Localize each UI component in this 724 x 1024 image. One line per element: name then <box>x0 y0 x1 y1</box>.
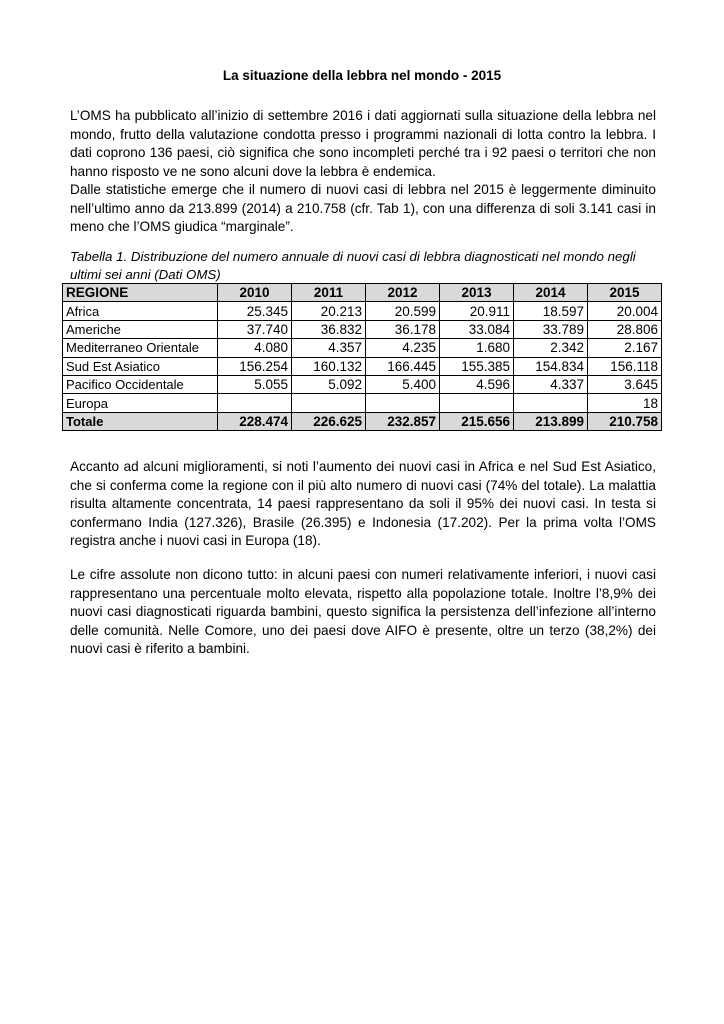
region-cell: Pacifico Occidentale <box>63 375 218 393</box>
value-cell: 3.645 <box>588 375 662 393</box>
value-cell: 2.167 <box>588 339 662 357</box>
value-cell <box>218 394 292 412</box>
table-row <box>63 394 662 412</box>
value-cell <box>514 394 588 412</box>
value-cell: 20.004 <box>588 302 662 320</box>
value-cell: 2.342 <box>514 339 588 357</box>
value-cell: 156.254 <box>218 357 292 375</box>
value-cell <box>292 394 366 412</box>
value-cell: 228.474 <box>218 412 292 430</box>
table-row <box>63 320 662 338</box>
region-cell: Totale <box>63 412 218 430</box>
table-row <box>63 339 662 357</box>
value-cell: 4.080 <box>218 339 292 357</box>
value-cell: 4.337 <box>514 375 588 393</box>
value-cell: 20.911 <box>440 302 514 320</box>
region-cell: Americhe <box>63 320 218 338</box>
header-year: 2015 <box>588 284 662 302</box>
value-cell: 155.385 <box>440 357 514 375</box>
value-cell: 4.596 <box>440 375 514 393</box>
region-cell: Europa <box>63 394 218 412</box>
value-cell: 154.834 <box>514 357 588 375</box>
paragraph-children: Le cifre assolute non dicono tutto: in alcuni paesi con numeri relativamente inferiori, i nuovi casi rappresentano una percentuale molto elevata, rispetto alla popolazione totale. Inoltre l’8,9% dei nuovi casi diagnosticati riguarda bambini, questo significa la persistenza dell’infezione all’interno delle comunità. Nelle Comore, uno dei paesi dove AIFO è presente, oltre un terzo (38,2%) dei nuovi casi è riferito a bambini. <box>70 567 656 657</box>
cases-table <box>62 283 662 431</box>
region-cell: Sud Est Asiatico <box>63 357 218 375</box>
paragraph-intro: L’OMS ha pubblicato all’inizio di settembre 2016 i dati aggiornati sulla situazione della lebbra nel mondo, frutto della valutazione condotta presso i programmi nazionali di lotta contro la lebbra. I dati coprono 136 paesi, ciò significa che sono incompleti perché tra i 92 paesi o territori che non hanno risposto ve ne sono alcuni dove la lebbra è endemica. <box>70 108 656 179</box>
header-year: 2014 <box>514 284 588 302</box>
table-caption: Tabella 1. Distribuzione del numero annuale di nuovi casi di lebbra diagnosticati nel mondo negli ultimi sei anni (Dati OMS) <box>70 249 636 282</box>
header-year: 2011 <box>292 284 366 302</box>
value-cell <box>440 394 514 412</box>
value-cell: 20.599 <box>366 302 440 320</box>
value-cell: 4.235 <box>366 339 440 357</box>
document-title: La situazione della lebbra nel mondo - 2015 <box>222 68 502 83</box>
value-cell: 166.445 <box>366 357 440 375</box>
header-year: 2012 <box>366 284 440 302</box>
value-cell: 33.084 <box>440 320 514 338</box>
value-cell: 5.092 <box>292 375 366 393</box>
value-cell: 28.806 <box>588 320 662 338</box>
value-cell: 25.345 <box>218 302 292 320</box>
value-cell: 20.213 <box>292 302 366 320</box>
value-cell: 160.132 <box>292 357 366 375</box>
table-row <box>63 302 662 320</box>
value-cell: 33.789 <box>514 320 588 338</box>
table-total-row <box>63 412 662 430</box>
value-cell: 36.832 <box>292 320 366 338</box>
paragraph-statistics: Dalle statistiche emerge che il numero di nuovi casi di lebbra nel 2015 è leggermente diminuito nell’ultimo anno da 213.899 (2014) a 210.758 (cfr. Tab 1), con una differenza di soli 3.141 casi in meno che l’OMS giudica “marginale”. <box>70 182 656 235</box>
table-row <box>63 375 662 393</box>
region-cell: Africa <box>63 302 218 320</box>
paragraph-analysis: Accanto ad alcuni miglioramenti, si noti l’aumento dei nuovi casi in Africa e nel Sud Est Asiatico, che si conferma come la regione con il più alto numero di nuovi casi (74% del totale). La malattia risulta altamente concentrata, 14 paesi rappresentano da soli il 95% dei nuovi casi. In testa si confermano India (127.326), Brasile (26.395) e Indonesia (17.202). Per la prima volta l’OMS registra anche i nuovi casi in Europa (18). <box>70 459 656 549</box>
value-cell: 18 <box>588 394 662 412</box>
value-cell: 213.899 <box>514 412 588 430</box>
value-cell: 5.400 <box>366 375 440 393</box>
header-region: REGIONE <box>63 284 218 302</box>
value-cell: 37.740 <box>218 320 292 338</box>
value-cell: 226.625 <box>292 412 366 430</box>
value-cell: 232.857 <box>366 412 440 430</box>
table-row <box>63 357 662 375</box>
header-year: 2010 <box>218 284 292 302</box>
value-cell: 1.680 <box>440 339 514 357</box>
value-cell: 36.178 <box>366 320 440 338</box>
table-header-row <box>63 284 662 302</box>
value-cell: 210.758 <box>588 412 662 430</box>
value-cell: 215.656 <box>440 412 514 430</box>
value-cell: 5.055 <box>218 375 292 393</box>
value-cell <box>366 394 440 412</box>
region-cell: Mediterraneo Orientale <box>63 339 218 357</box>
header-year: 2013 <box>440 284 514 302</box>
value-cell: 4.357 <box>292 339 366 357</box>
value-cell: 156.118 <box>588 357 662 375</box>
value-cell: 18.597 <box>514 302 588 320</box>
